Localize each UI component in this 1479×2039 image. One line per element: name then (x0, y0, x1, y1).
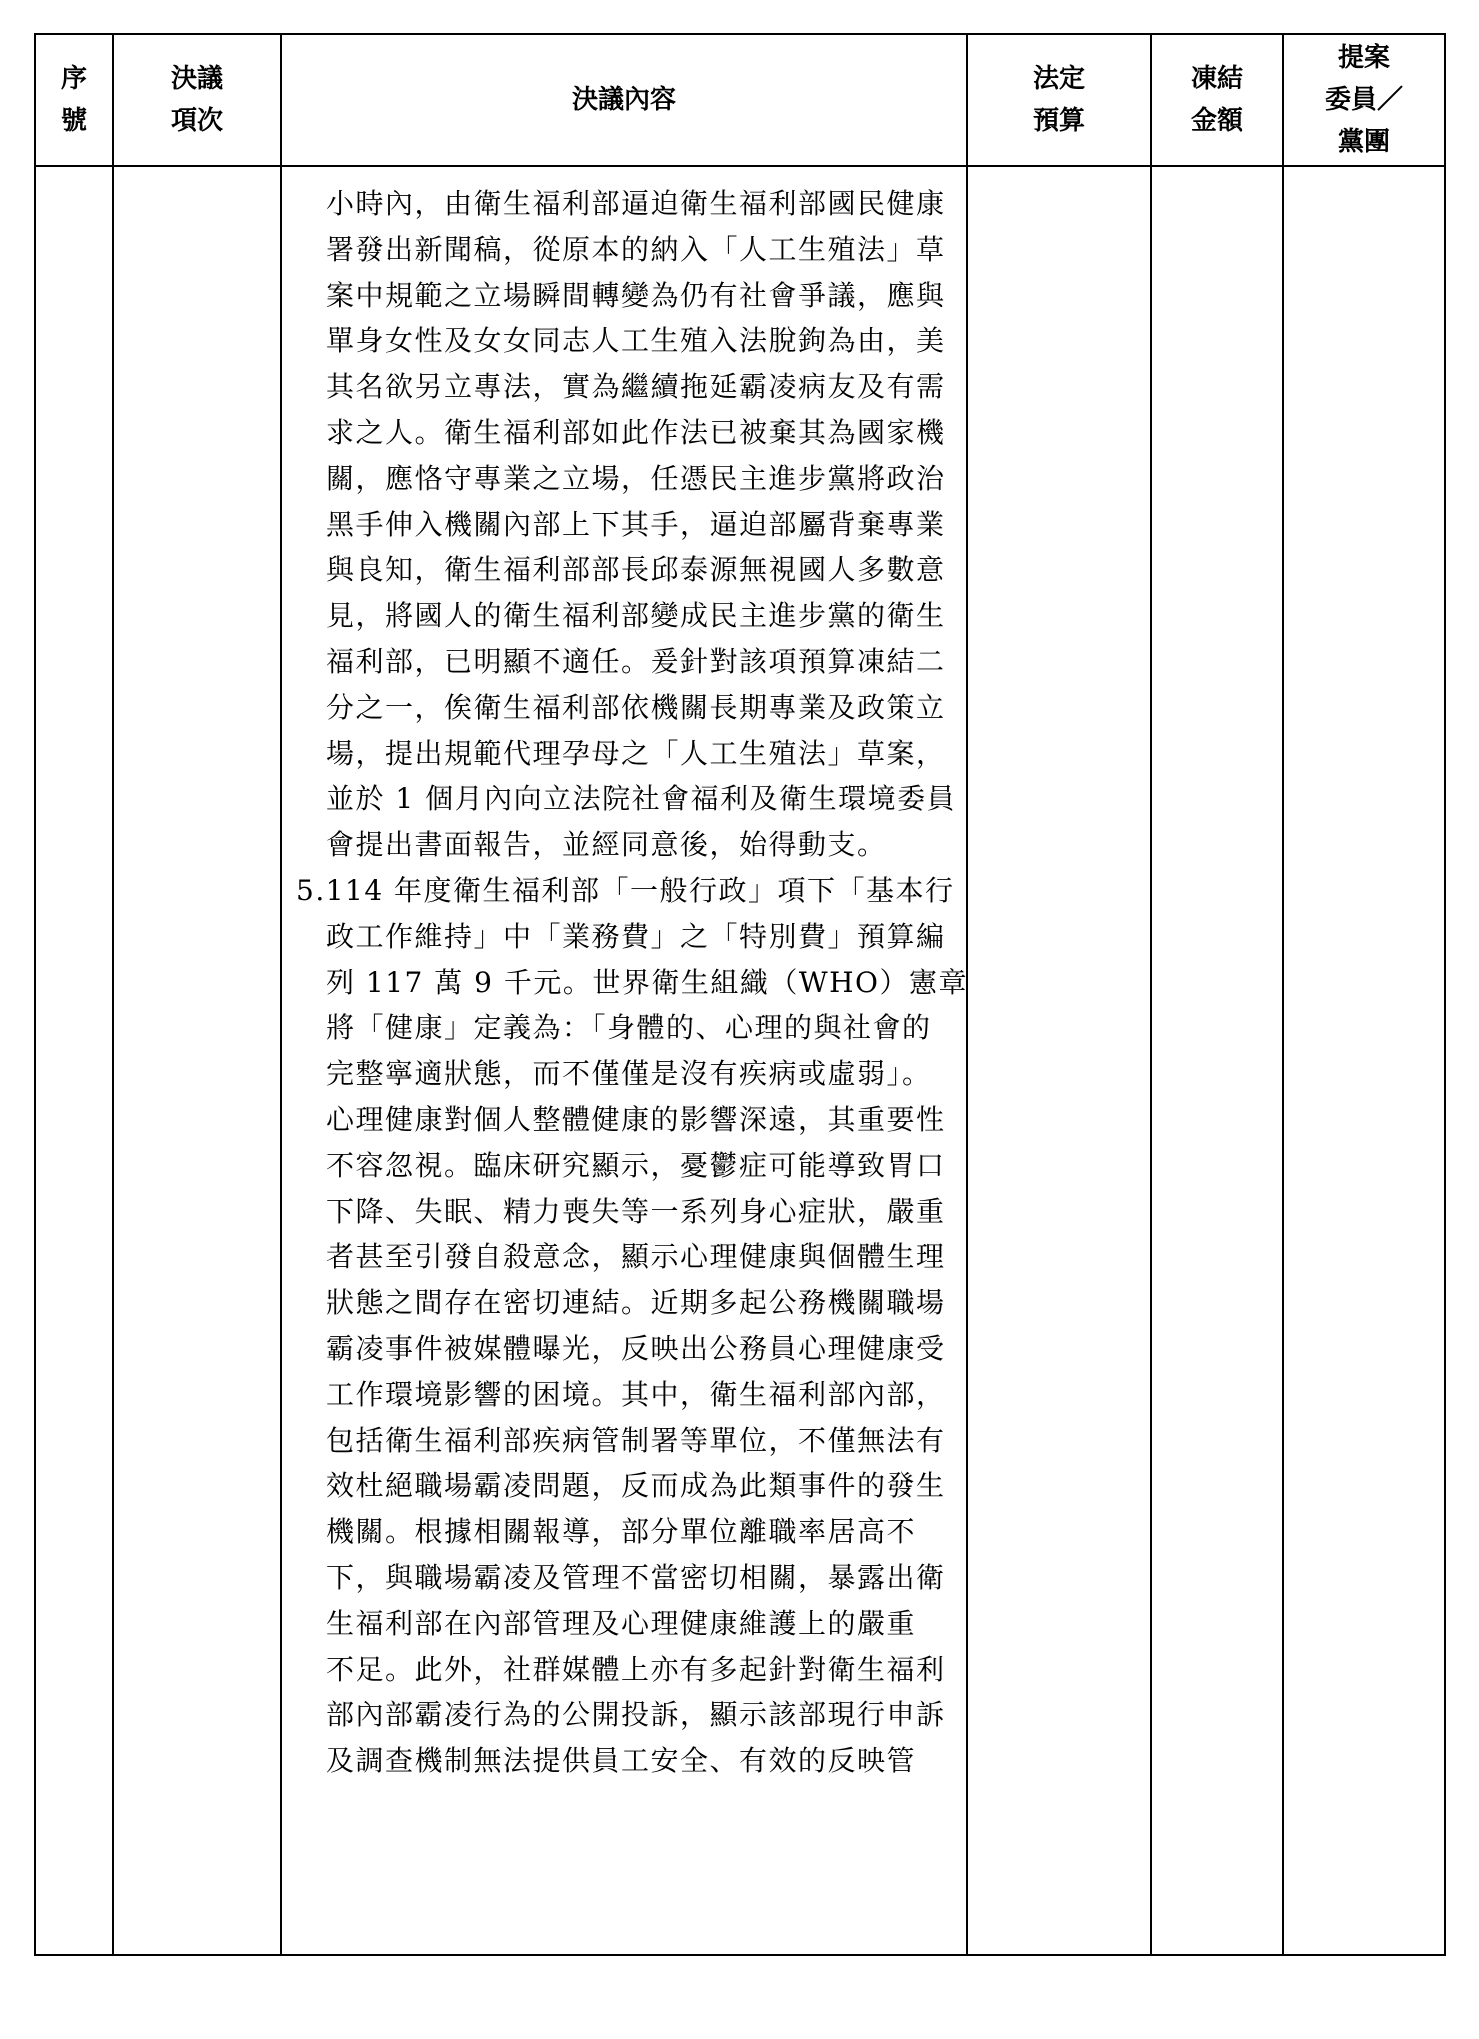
text-line: 黑手伸入機關內部上下其手，逼迫部屬背棄專業 (326, 507, 946, 541)
header-resolution-content: 決議內容 (281, 34, 967, 166)
cell-proposer (1283, 166, 1445, 1955)
text-line: 列 117 萬 9 千元。世界衛生組織（WHO）憲章 (326, 965, 969, 999)
cell-frozen-amount (1151, 166, 1283, 1955)
text-line: 不足。此外，社群媒體上亦有多起針對衛生福利 (326, 1652, 946, 1686)
resolution-paragraph-5 (296, 868, 969, 1784)
text-line: 不容忽視。臨床研究顯示，憂鬱症可能導致胃口 (326, 1148, 946, 1182)
text-line: 其名欲另立專法，實為繼續拖延霸凌病友及有需 (326, 370, 946, 404)
header-serial-number: 序 號 (35, 34, 113, 166)
text-line: 部內部霸凌行為的公開投訴，顯示該部現行申訴 (326, 1698, 946, 1732)
header-resolution-item: 決議 項次 (113, 34, 281, 166)
text-line: 生福利部在內部管理及心理健康維護上的嚴重 (326, 1606, 917, 1640)
text-line: 下降、失眠、精力喪失等一系列身心症狀，嚴重 (326, 1194, 946, 1228)
text-line: 完整寧適狀態，而不僅僅是沒有疾病或虛弱」。 (326, 1057, 932, 1091)
text-line: 小時內，由衛生福利部逼迫衛生福利部國民健康 (326, 187, 946, 220)
text-line: 將「健康」定義為：「身體的、心理的與社會的 (326, 1011, 932, 1045)
text-line: 會提出書面報告，並經同意後，始得動支。 (326, 828, 887, 862)
table-row (35, 166, 1445, 1955)
table-header-row (35, 34, 1445, 166)
text-line: 效杜絕職場霸凌問題，反而成為此類事件的發生 (326, 1469, 946, 1503)
text-line: 與良知，衛生福利部部長邱泰源無視國人多數意 (326, 553, 946, 587)
text-line: 及調查機制無法提供員工安全、有效的反映管 (326, 1744, 917, 1778)
text-line: 下，與職場霸凌及管理不當密切相關，暴露出衛 (326, 1560, 946, 1594)
text-line: 狀態之間存在密切連結。近期多起公務機關職場 (326, 1286, 946, 1320)
header-proposer: 提案 委員／ 黨團 (1283, 34, 1445, 166)
text-line: 5.114 年度衛生福利部「一般行政」項下「基本行 (296, 873, 955, 907)
cell-serial-number (35, 166, 113, 1955)
cell-resolution-content (281, 166, 967, 1955)
text-line: 福利部，已明顯不適任。爰針對該項預算凍結二 (326, 644, 946, 678)
text-line: 包括衛生福利部疾病管制署等單位，不僅無法有 (326, 1423, 946, 1457)
text-line: 單身女性及女女同志人工生殖入法脫鉤為由，美 (326, 324, 946, 358)
text-line: 者甚至引發自殺意念，顯示心理健康與個體生理 (326, 1240, 946, 1274)
resolution-table (34, 33, 1446, 1956)
text-line: 署發出新聞稿，從原本的納入「人工生殖法」草 (326, 232, 946, 266)
text-line: 求之人。衛生福利部如此作法已被棄其為國家機 (326, 415, 946, 449)
text-line: 霸凌事件被媒體曝光，反映出公務員心理健康受 (326, 1331, 946, 1365)
cell-resolution-item (113, 166, 281, 1955)
text-line: 場，提出規範代理孕母之「人工生殖法」草案， (326, 736, 946, 770)
header-statutory-budget: 法定 預算 (967, 34, 1151, 166)
text-line: 機關。根據相關報導，部分單位離職率居高不 (326, 1515, 917, 1549)
resolution-paragraph-continued (296, 181, 957, 868)
cell-statutory-budget (967, 166, 1151, 1955)
text-line: 並於 1 個月內向立法院社會福利及衛生環境委員 (326, 782, 957, 816)
text-line: 關，應恪守專業之立場，任憑民主進步黨將政治 (326, 461, 946, 495)
text-line: 工作環境影響的困境。其中，衛生福利部內部， (326, 1377, 946, 1411)
header-frozen-amount: 凍結 金額 (1151, 34, 1283, 166)
text-line: 分之一，俟衛生福利部依機關長期專業及政策立 (326, 690, 946, 724)
text-line: 心理健康對個人整體健康的影響深遠，其重要性 (326, 1102, 946, 1136)
text-line: 案中規範之立場瞬間轉變為仍有社會爭議，應與 (326, 278, 946, 312)
text-line: 見，將國人的衛生福利部變成民主進步黨的衛生 (326, 599, 946, 633)
text-line: 政工作維持」中「業務費」之「特別費」預算編 (326, 919, 946, 953)
